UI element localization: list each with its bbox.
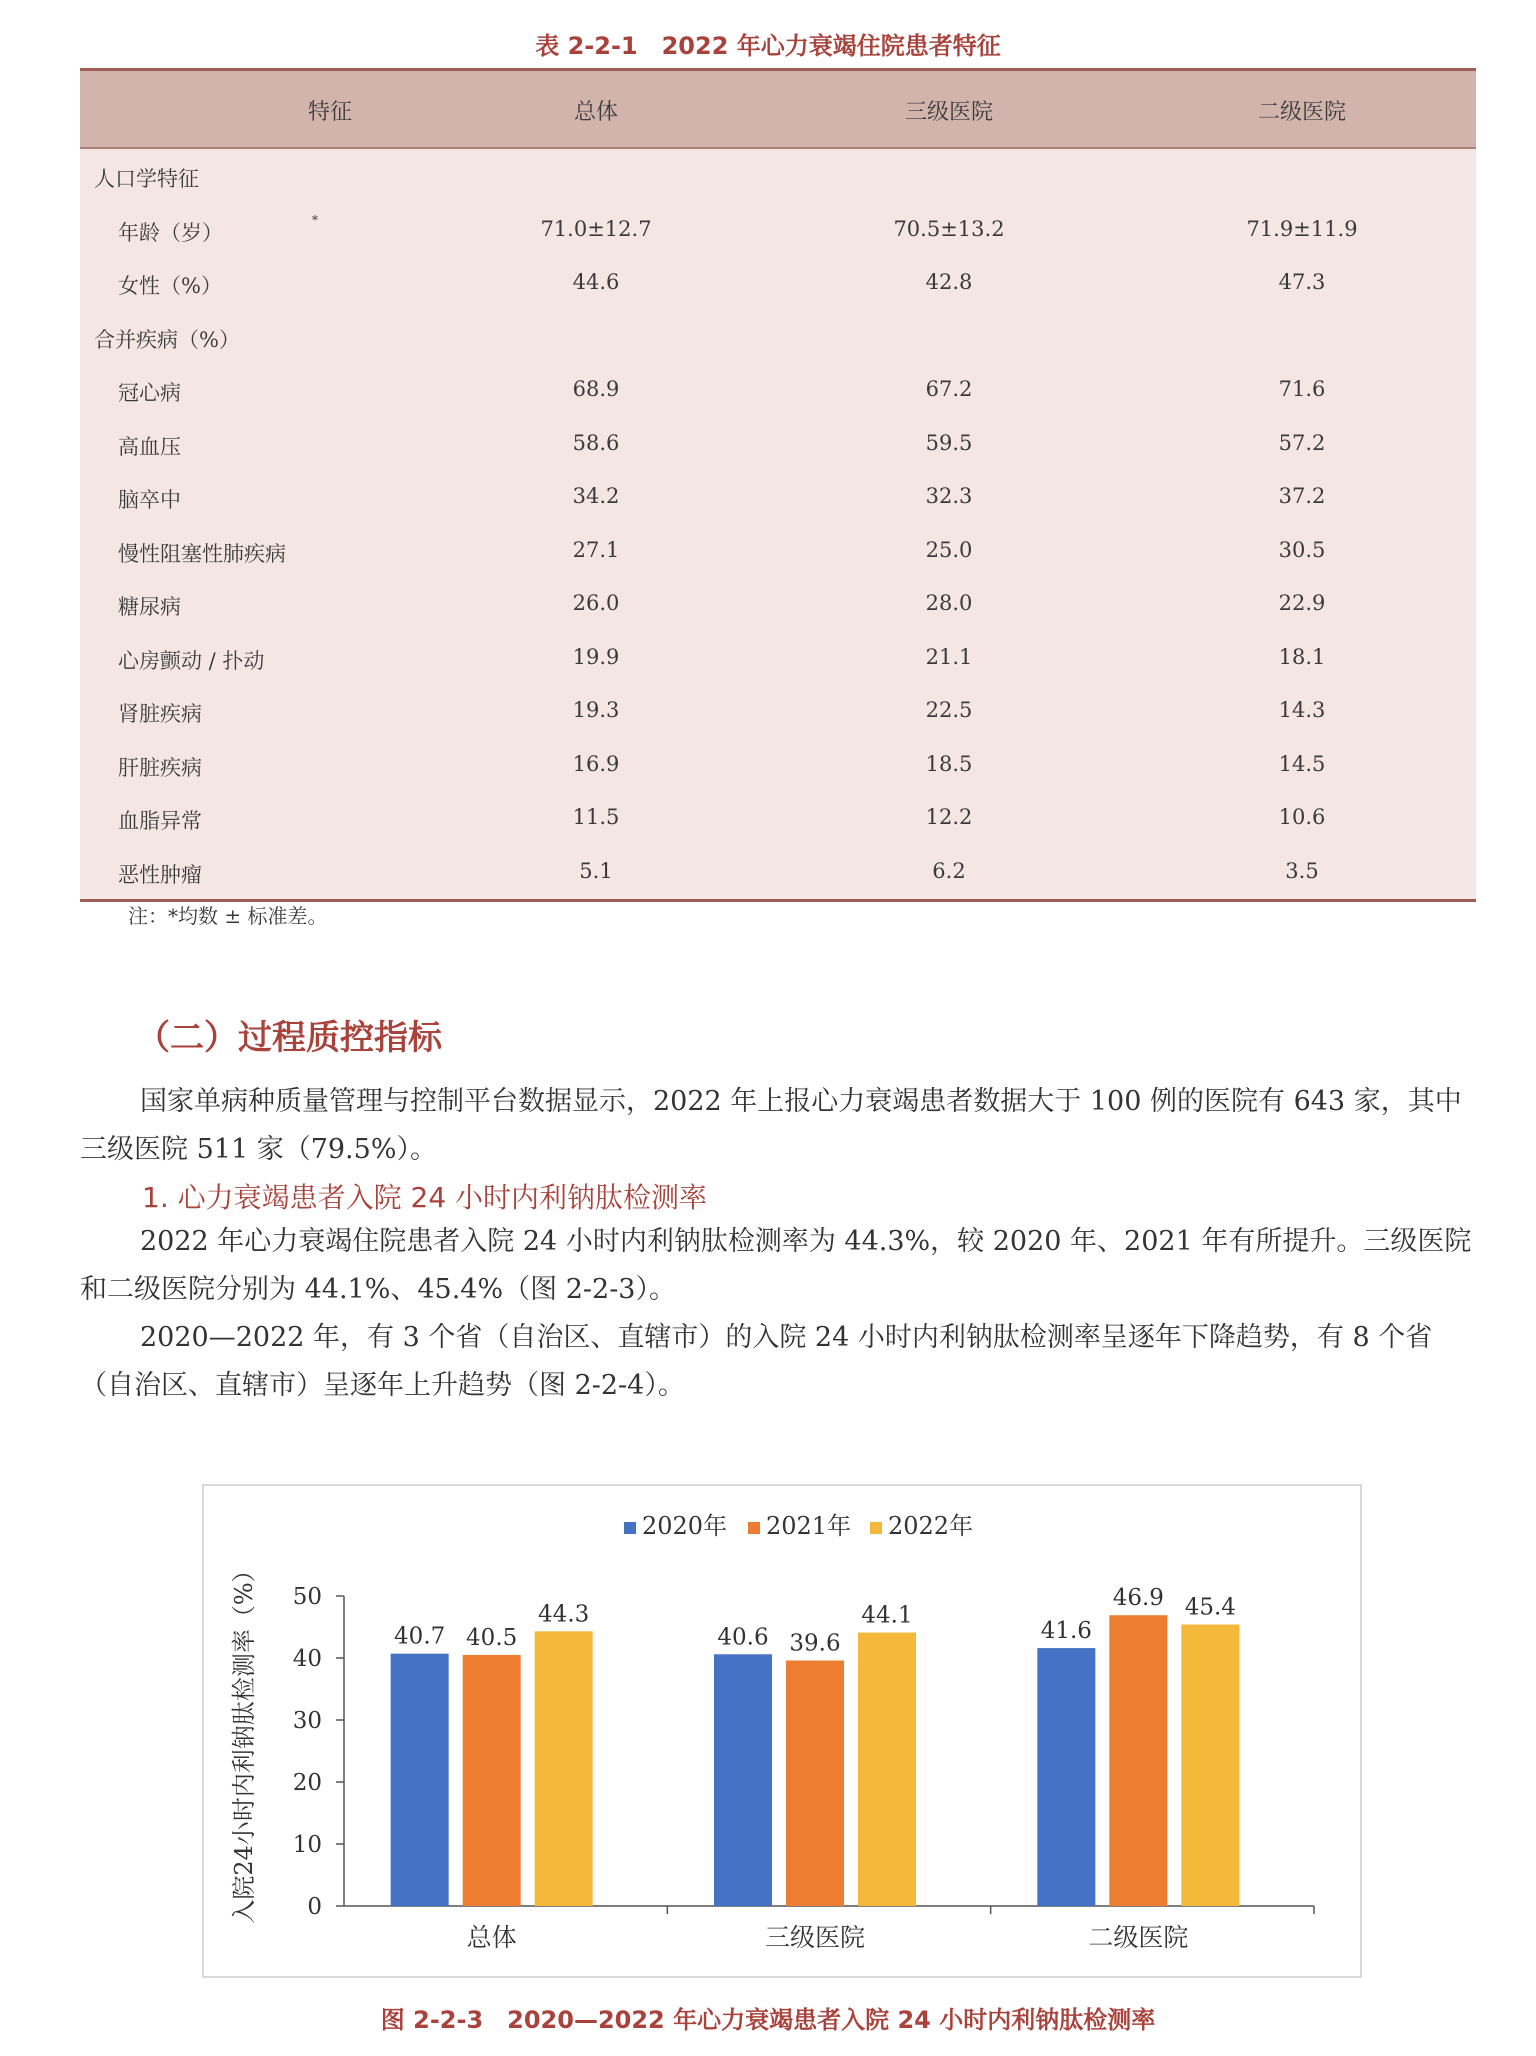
row-value: 26.0 bbox=[572, 591, 620, 615]
row-value: 70.5±13.2 bbox=[893, 216, 1005, 241]
header-overall: 总体 bbox=[573, 100, 618, 125]
row-label: 冠心病 bbox=[118, 381, 181, 405]
row-value: 68.9 bbox=[572, 377, 620, 401]
y-tick-label: 30 bbox=[292, 1708, 322, 1734]
row-value: 30.5 bbox=[1278, 537, 1326, 562]
table-row bbox=[80, 633, 1476, 686]
header-tertiary: 三级医院 bbox=[904, 100, 993, 125]
row-value: 27.1 bbox=[572, 537, 620, 562]
row-value: 6.2 bbox=[932, 858, 966, 883]
table-row bbox=[80, 365, 1476, 418]
characteristics-table bbox=[80, 68, 1476, 902]
row-label: 脑卒中 bbox=[118, 488, 181, 512]
chart-caption: 图 2-2-3 2020—2022 年心力衰竭患者入院 24 小时内利钠肽检测率 bbox=[380, 2006, 1156, 2034]
row-value: 42.8 bbox=[925, 270, 973, 294]
category-label: 三级医院 bbox=[764, 1923, 866, 1952]
row-label: 肝脏疾病 bbox=[118, 755, 202, 780]
row-value: 59.5 bbox=[925, 430, 973, 455]
legend-swatch bbox=[748, 1522, 760, 1534]
row-value: 44.6 bbox=[572, 270, 620, 294]
row-value: 37.2 bbox=[1278, 484, 1326, 508]
row-value: 3.5 bbox=[1285, 858, 1319, 883]
table-row bbox=[80, 793, 1476, 846]
row-value: 18.1 bbox=[1278, 644, 1326, 669]
legend-label: 2021年 bbox=[766, 1512, 852, 1540]
row-label: 恶性肿瘤 bbox=[118, 862, 202, 887]
bar bbox=[463, 1655, 521, 1906]
paragraph-platform: 国家单病种质量管理与控制平台数据显示，2022 年上报心力衰竭患者数据大于 100 例的医院有 643 家，其中三级医院 511 家（79.5%）。 bbox=[80, 1086, 1462, 1165]
row-value: 47.3 bbox=[1278, 270, 1326, 294]
row-label: 高血压 bbox=[118, 434, 181, 459]
table-note: 注：*均数 ± 标准差。 bbox=[128, 904, 328, 928]
row-value: 16.9 bbox=[572, 751, 620, 776]
row-label: 慢性阻塞性肺疾病 bbox=[118, 541, 286, 566]
y-tick-label: 10 bbox=[292, 1832, 322, 1858]
row-value: 28.0 bbox=[925, 591, 973, 615]
data-label: 46.9 bbox=[1112, 1585, 1164, 1612]
row-value: 14.5 bbox=[1278, 751, 1326, 776]
row-value: 5.1 bbox=[579, 858, 613, 883]
row-label: 人口学特征 bbox=[94, 167, 199, 191]
bar bbox=[535, 1631, 593, 1906]
header-secondary: 二级医院 bbox=[1257, 100, 1346, 125]
section-heading: （二）过程质控指标 bbox=[136, 1018, 442, 1058]
table-row bbox=[80, 579, 1476, 632]
row-value: 19.3 bbox=[572, 698, 620, 722]
table-row bbox=[80, 258, 1476, 311]
row-label: 血脂异常 bbox=[118, 809, 202, 833]
row-value: 18.5 bbox=[925, 751, 973, 776]
row-label: 糖尿病 bbox=[118, 595, 181, 619]
row-value: 58.6 bbox=[572, 430, 620, 455]
legend-swatch bbox=[870, 1522, 882, 1534]
table-row bbox=[80, 847, 1476, 900]
data-label: 39.6 bbox=[789, 1630, 841, 1657]
row-label: 心房颤动 / 扑动 bbox=[118, 648, 265, 673]
row-value: 67.2 bbox=[925, 377, 973, 401]
row-value: 22.5 bbox=[925, 698, 973, 722]
row-label: 女性（%） bbox=[118, 274, 222, 298]
paragraph-trend: 2020—2022 年，有 3 个省（自治区、直辖市）的入院 24 小时内利钠肽检测率呈逐年下降趋势，有 8 个省（自治区、直辖市）呈逐年上升趋势（图 2-2-4）。 bbox=[80, 1322, 1433, 1401]
data-label: 45.4 bbox=[1184, 1594, 1236, 1621]
bar bbox=[1181, 1625, 1239, 1906]
table-row bbox=[80, 205, 1476, 258]
table-row bbox=[80, 740, 1476, 793]
table-row bbox=[80, 151, 1476, 204]
row-value: 57.2 bbox=[1278, 430, 1326, 455]
row-value: 22.9 bbox=[1278, 591, 1326, 615]
data-label: 41.6 bbox=[1040, 1618, 1092, 1645]
bar bbox=[1037, 1648, 1095, 1906]
bar bbox=[786, 1660, 844, 1906]
row-value: 21.1 bbox=[925, 644, 973, 669]
row-label: 合并疾病（%） bbox=[94, 327, 240, 352]
legend-swatch bbox=[624, 1522, 636, 1534]
bar-chart bbox=[202, 1484, 1362, 1978]
row-value: 14.3 bbox=[1278, 698, 1326, 722]
paragraph-bnp-rate: 2022 年心力衰竭住院患者入院 24 小时内利钠肽检测率为 44.3%，较 2020 年、2021 年有所提升。三级医院和二级医院分别为 44.1%、45.4%（图 2-2-3）。 bbox=[80, 1226, 1472, 1305]
bar bbox=[1109, 1615, 1167, 1906]
category-label: 总体 bbox=[466, 1923, 517, 1952]
row-value: 71.9±11.9 bbox=[1246, 216, 1358, 241]
row-value: 12.2 bbox=[925, 805, 973, 829]
legend-label: 2020年 bbox=[642, 1512, 728, 1540]
y-tick-label: 40 bbox=[292, 1646, 322, 1672]
row-label-sup: * bbox=[312, 212, 318, 227]
row-value: 71.6 bbox=[1278, 377, 1326, 401]
table-row bbox=[80, 419, 1476, 472]
table-header bbox=[80, 71, 1476, 149]
bar bbox=[858, 1633, 916, 1906]
y-tick-label: 50 bbox=[292, 1584, 322, 1610]
row-label: 肾脏疾病 bbox=[118, 702, 202, 726]
table-row bbox=[80, 312, 1476, 365]
row-value: 32.3 bbox=[925, 484, 973, 508]
category-label: 二级医院 bbox=[1088, 1923, 1189, 1952]
data-label: 44.1 bbox=[861, 1602, 913, 1629]
data-label: 40.6 bbox=[717, 1624, 769, 1651]
legend-label: 2022年 bbox=[888, 1512, 974, 1540]
data-label: 40.5 bbox=[466, 1624, 518, 1651]
data-label: 40.7 bbox=[394, 1623, 446, 1650]
row-value: 19.9 bbox=[572, 644, 620, 669]
y-tick-label: 20 bbox=[292, 1770, 322, 1796]
table-row bbox=[80, 686, 1476, 739]
y-axis-label: 入院24小时内利钠肽检测率（%） bbox=[230, 1558, 258, 1924]
row-value: 11.5 bbox=[572, 805, 620, 829]
table-row bbox=[80, 526, 1476, 579]
table-caption: 表 2-2-1 2022 年心力衰竭住院患者特征 bbox=[535, 32, 1001, 60]
table-row bbox=[80, 472, 1476, 525]
y-tick-label: 0 bbox=[307, 1894, 322, 1920]
chart-svg bbox=[204, 1486, 1360, 1976]
data-label: 44.3 bbox=[538, 1601, 590, 1628]
header-feature: 特征 bbox=[307, 100, 352, 125]
row-value: 25.0 bbox=[925, 537, 973, 562]
row-value: 34.2 bbox=[572, 484, 620, 508]
bar bbox=[391, 1654, 449, 1906]
row-label: 年龄（岁） bbox=[118, 220, 223, 245]
row-value: 10.6 bbox=[1278, 805, 1326, 829]
row-value: 71.0±12.7 bbox=[540, 216, 652, 241]
bar bbox=[714, 1654, 772, 1906]
subheading-bnp: 1. 心力衰竭患者入院 24 小时内利钠肽检测率 bbox=[142, 1181, 708, 1214]
